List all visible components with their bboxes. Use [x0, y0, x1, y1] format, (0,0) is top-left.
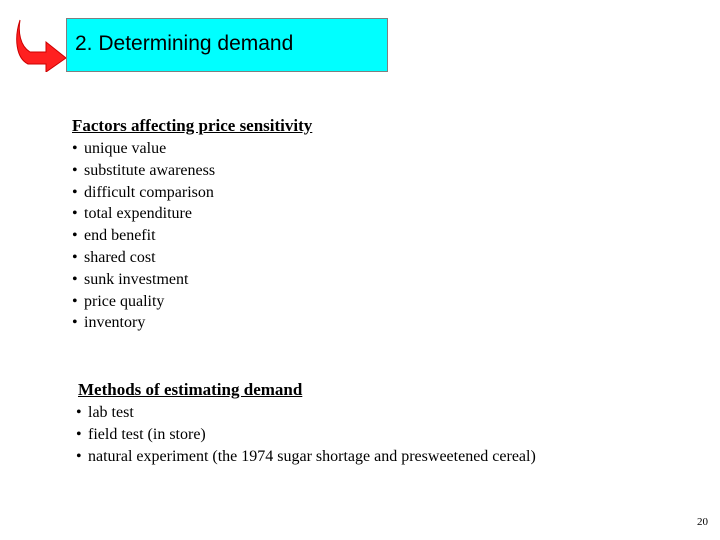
list-item: • natural experiment (the 1974 sugar shortage and presweetened cereal) — [76, 447, 536, 465]
list-item: • inventory — [72, 314, 146, 332]
section-heading-price-sensitivity: Factors affecting price sensitivity — [72, 116, 313, 135]
list-item: • substitute awareness — [72, 161, 216, 179]
red-arrow-icon — [16, 18, 68, 72]
list-item: • sunk investment — [72, 270, 189, 288]
price-sensitivity-list — [72, 138, 215, 334]
list-item: • total expenditure — [72, 205, 192, 223]
list-item: • end benefit — [72, 227, 156, 245]
list-item: • shared cost — [72, 248, 156, 266]
list-item: • field test (in store) — [76, 425, 206, 443]
slide-title: 2. Determining demand — [75, 32, 294, 55]
list-item: • lab test — [76, 404, 134, 421]
section-heading-estimating-demand: Methods of estimating demand — [78, 380, 303, 399]
list-item: • price quality — [72, 292, 165, 310]
title-box — [66, 18, 388, 72]
list-item: • unique value — [72, 140, 167, 157]
estimating-demand-list — [76, 402, 536, 467]
list-item: • difficult comparison — [72, 183, 214, 201]
page-number: 20 — [697, 516, 708, 528]
